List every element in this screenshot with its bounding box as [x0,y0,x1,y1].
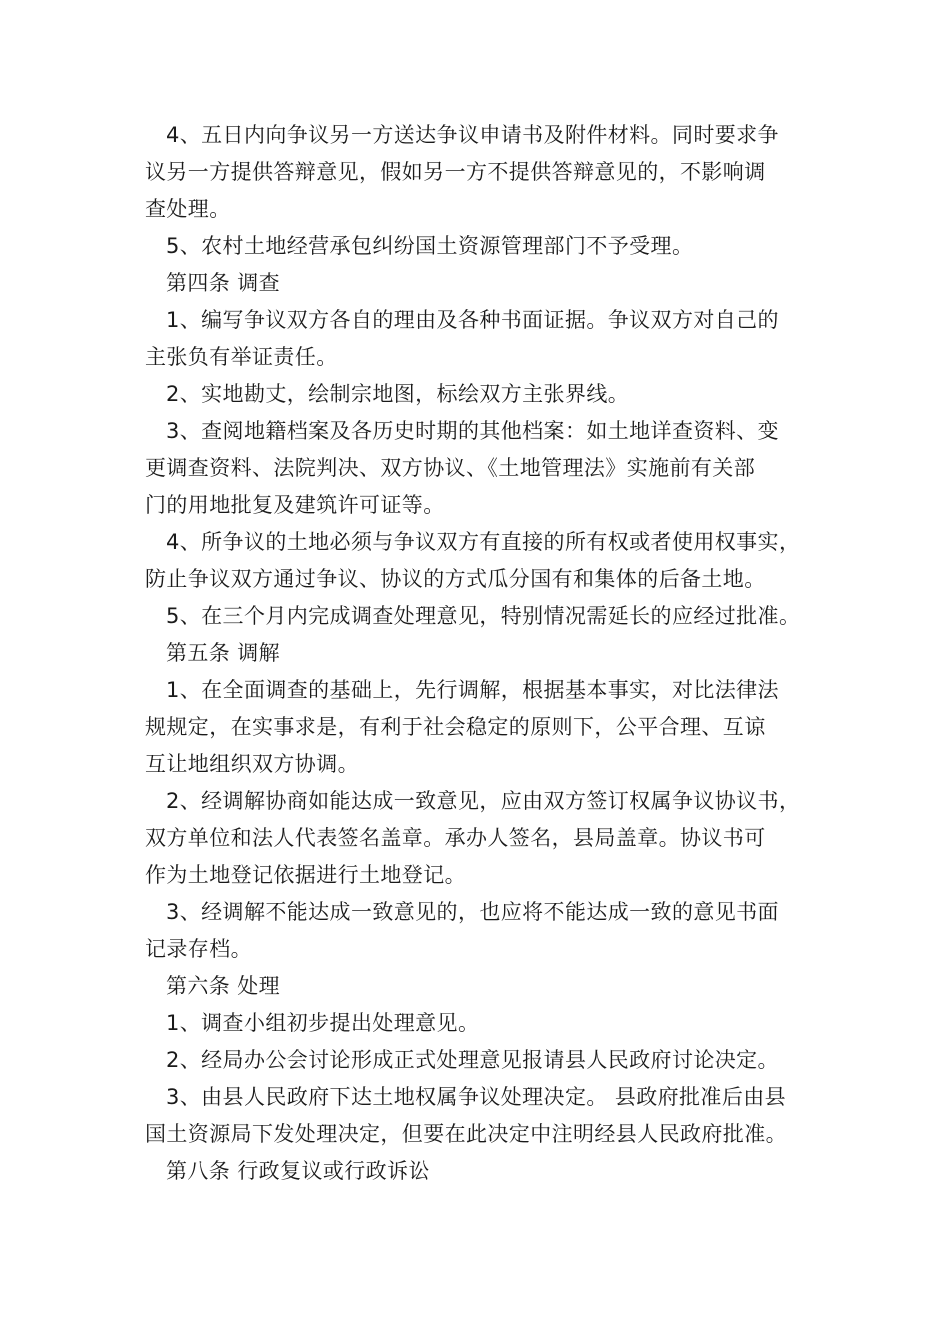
paragraph-line: 规规定，在实事求是，有利于社会稳定的原则下，公平合理、互谅 [145,715,766,739]
paragraph-line: 查处理。 [145,197,231,221]
paragraph-line: 1、在全面调查的基础上，先行调解，根据基本事实，对比法律法 [166,678,779,702]
paragraph-line: 5、在三个月内完成调查处理意见，特别情况需延长的应经过批准。 [166,604,801,628]
paragraph-line: 双方单位和法人代表签名盖章。承办人签名，县局盖章。协议书可 [145,826,766,850]
paragraph-line: 4、五日内向争议另一方送达争议申请书及附件材料。同时要求争 [166,123,779,147]
paragraph-line: 3、由县人民政府下达土地权属争议处理决定。 县政府批准后由县 [166,1085,787,1109]
list-item [145,117,815,228]
paragraph-line: 2、实地勘丈，绘制宗地图，标绘双方主张界线。 [166,382,630,406]
paragraph-line: 更调查资料、法院判决、双方协议、《土地管理法》实施前有关部 [145,456,756,480]
list-item [145,672,815,783]
paragraph-line: 3、查阅地籍档案及各历史时期的其他档案：如土地详查资料、变 [166,419,779,443]
list-item [145,894,815,968]
paragraph-line: 国土资源局下发处理决定，但要在此决定中注明经县人民政府批准。 [145,1122,787,1146]
list-item [145,1079,815,1153]
paragraph-line: 2、经局办公会讨论形成正式处理意见报请县人民政府讨论决定。 [166,1048,779,1072]
paragraph-line: 门的用地批复及建筑许可证等。 [145,493,445,517]
heading-text: 第八条 行政复议或行政诉讼 [166,1159,430,1183]
paragraph-line: 1、编写争议双方各自的理由及各种书面证据。争议双方对自己的 [166,308,779,332]
heading-text: 第五条 调解 [166,641,281,665]
paragraph-line: 主张负有举证责任。 [145,345,338,369]
paragraph-line: 记录存档。 [145,937,252,961]
section-heading [145,265,815,302]
section-heading [145,968,815,1005]
paragraph-line: 5、农村土地经营承包纠纷国土资源管理部门不予受理。 [166,234,694,258]
paragraph-line: 3、经调解不能达成一致意见的，也应将不能达成一致的意见书面 [166,900,779,924]
heading-text: 第四条 调查 [166,271,281,295]
list-item [145,783,815,894]
paragraph-line: 防止争议双方通过争议、协议的方式瓜分国有和集体的后备土地。 [145,567,766,591]
paragraph-line: 4、所争议的土地必须与争议双方有直接的所有权或者使用权事实， [166,530,801,554]
list-item [145,1005,815,1042]
list-item [145,302,815,376]
list-item [145,598,815,635]
section-heading [145,635,815,672]
list-item [145,1042,815,1079]
list-item [145,376,815,413]
list-item [145,524,815,598]
list-item [145,413,815,524]
paragraph-line: 互让地组织双方协调。 [145,752,359,776]
list-item [145,228,815,265]
section-heading [145,1153,815,1190]
heading-text: 第六条 处理 [166,974,281,998]
paragraph-line: 作为土地登记依据进行土地登记。 [145,863,466,887]
paragraph-line: 1、调查小组初步提出处理意见。 [166,1011,480,1035]
document-body [145,117,815,1190]
paragraph-line: 议另一方提供答辩意见，假如另一方不提供答辩意见的，不影响调 [145,160,766,184]
paragraph-line: 2、经调解协商如能达成一致意见，应由双方签订权属争议协议书， [166,789,801,813]
